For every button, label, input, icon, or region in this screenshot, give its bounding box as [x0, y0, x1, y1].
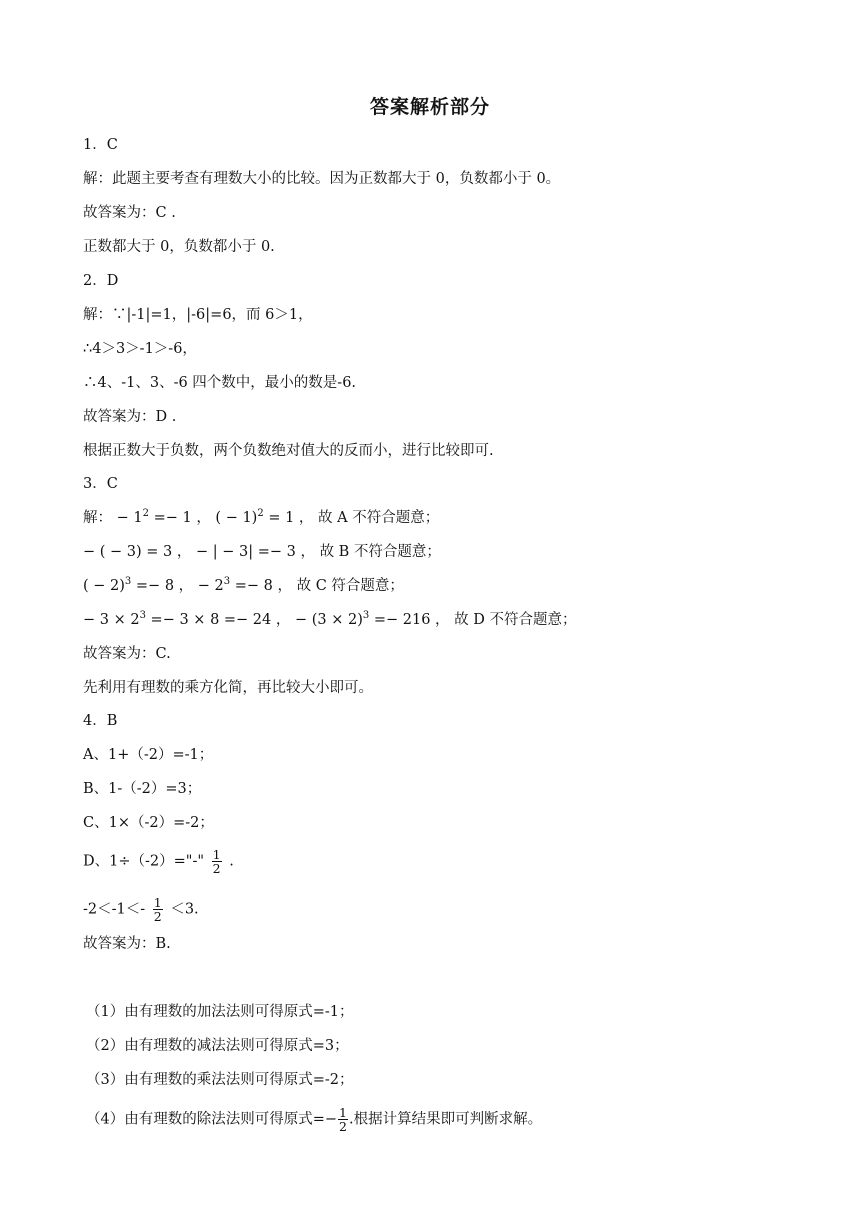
q3-answer-line: 故答案为：C.: [83, 646, 171, 662]
q3-l3-math: [83, 578, 292, 594]
q3-l2-math: − ( − 3) = 3 ， − | − 3| =− 3 ，: [83, 544, 315, 560]
q3-solution-line-1: [83, 508, 439, 528]
q1-solution-line-1: 解：此题主要考查有理数大小的比较。因为正数都大于 0，负数都小于 0。: [83, 171, 561, 187]
q4-cmp-frac-num: 1: [153, 895, 162, 910]
q3-l2-text: 故 B 不符合题意；: [319, 544, 441, 560]
q4-option-a: A、1+（-2）=-1；: [83, 747, 214, 763]
q4-s4-frac-num: 1: [339, 1105, 347, 1120]
q3-l1-text: 故 A 不符合题意；: [318, 510, 440, 526]
q3-l3-exp-b: 3: [223, 576, 231, 587]
q2-solution-line-2: ∴4＞3＞-1＞-6，: [83, 341, 197, 357]
q3-l4-exp-a: 3: [139, 610, 146, 621]
q3-solution-line-2: [83, 542, 441, 562]
q4-s4-post: .根据计算结果即可判断求解。: [348, 1111, 543, 1128]
q4-cmp-post: ＜3.: [170, 901, 199, 918]
q3-l3-math-a: ( − 2): [83, 578, 125, 594]
q4-answer-head: 4．B: [83, 713, 118, 729]
q3-l4-math-b: =− 3 × 8 =− 24 ， − (3 × 2): [145, 612, 363, 628]
q2-solution-line-3: ∴4、-1、3、-6 四个数中，最小的数是-6.: [83, 375, 357, 391]
q2-explanation: 根据正数大于负数，两个负数绝对值大的反而小，进行比较即可.: [83, 443, 494, 459]
q4-step-2: （2）由有理数的减法法则可得原式=3；: [86, 1038, 349, 1054]
q4-option-b: B、1-（-2）=3；: [83, 781, 202, 797]
q2-answer-head: 2．D: [83, 273, 119, 289]
q4-comparison: [83, 896, 199, 923]
q4-cmp-frac-den: 2: [153, 909, 162, 924]
q3-l4-math-c: =− 216 ，: [369, 612, 450, 628]
q4-d-fraction: [212, 848, 222, 875]
q4-step-4: [86, 1106, 542, 1133]
q4-s4-fraction: [338, 1106, 348, 1133]
q1-answer-head: 1．C: [83, 137, 118, 153]
q2-solution-line-1: 解：∵|-1|=1，|-6|=6，而 6＞1，: [83, 307, 313, 323]
q3-l3-math-b: =− 8 ， − 2: [131, 578, 224, 594]
q4-step-1: （1）由有理数的加法法则可得原式=-1；: [86, 1004, 354, 1020]
q3-l1-math-c: = 1 ，: [263, 510, 314, 526]
q4-d-frac-num: 1: [212, 847, 221, 862]
q3-l1-exp-a: 2: [142, 508, 149, 519]
q3-solution-line-3: [83, 576, 404, 596]
q3-l4-math-a: − 3 × 2: [83, 612, 140, 628]
q4-s4-pre: （4）由有理数的除法法则可得原式=−: [86, 1111, 338, 1128]
q1-explanation: 正数都大于 0，负数都小于 0.: [83, 239, 275, 255]
q1-answer-line: 故答案为：C .: [83, 205, 176, 221]
q3-l3-exp-a: 3: [124, 576, 132, 587]
q2-answer-line: 故答案为：D .: [83, 409, 177, 425]
q4-d-frac-den: 2: [212, 861, 221, 876]
q3-l4-math: [83, 612, 450, 628]
q4-d-pre: D、1÷（-2）="-": [83, 853, 205, 870]
q3-l4-exp-b: 3: [362, 610, 370, 621]
q4-option-c: C、1×（-2）=-2；: [83, 815, 214, 831]
q3-l4-text: 故 D 不符合题意；: [454, 612, 577, 628]
q3-explanation: 先利用有理数的乘方化简，再比较大小即可。: [83, 680, 373, 696]
q4-step-3: （3）由有理数的乘法法则可得原式=-2；: [86, 1072, 354, 1088]
q4-d-post: .: [229, 853, 234, 870]
q3-answer-head: 3．C: [83, 476, 118, 492]
q3-l1-math-a: − 1: [116, 510, 143, 526]
q4-cmp-fraction: [153, 896, 163, 923]
q3-l1-exp-b: 2: [257, 508, 264, 519]
q4-answer-line: 故答案为：B.: [83, 936, 171, 952]
q3-l1-math: [117, 510, 314, 526]
q4-s4-frac-den: 2: [339, 1119, 347, 1134]
q3-l1-prefix: 解：: [83, 510, 112, 526]
q4-cmp-pre: -2＜-1＜-: [83, 901, 146, 918]
q3-l3-math-c: =− 8 ，: [230, 578, 292, 594]
q3-l3-text: 故 C 符合题意；: [296, 578, 404, 594]
q4-option-d: [83, 848, 234, 875]
q3-l1-math-b: =− 1 ， ( − 1): [148, 510, 258, 526]
page-title: 答案解析部分: [369, 96, 490, 118]
q3-solution-line-4: [83, 610, 577, 630]
